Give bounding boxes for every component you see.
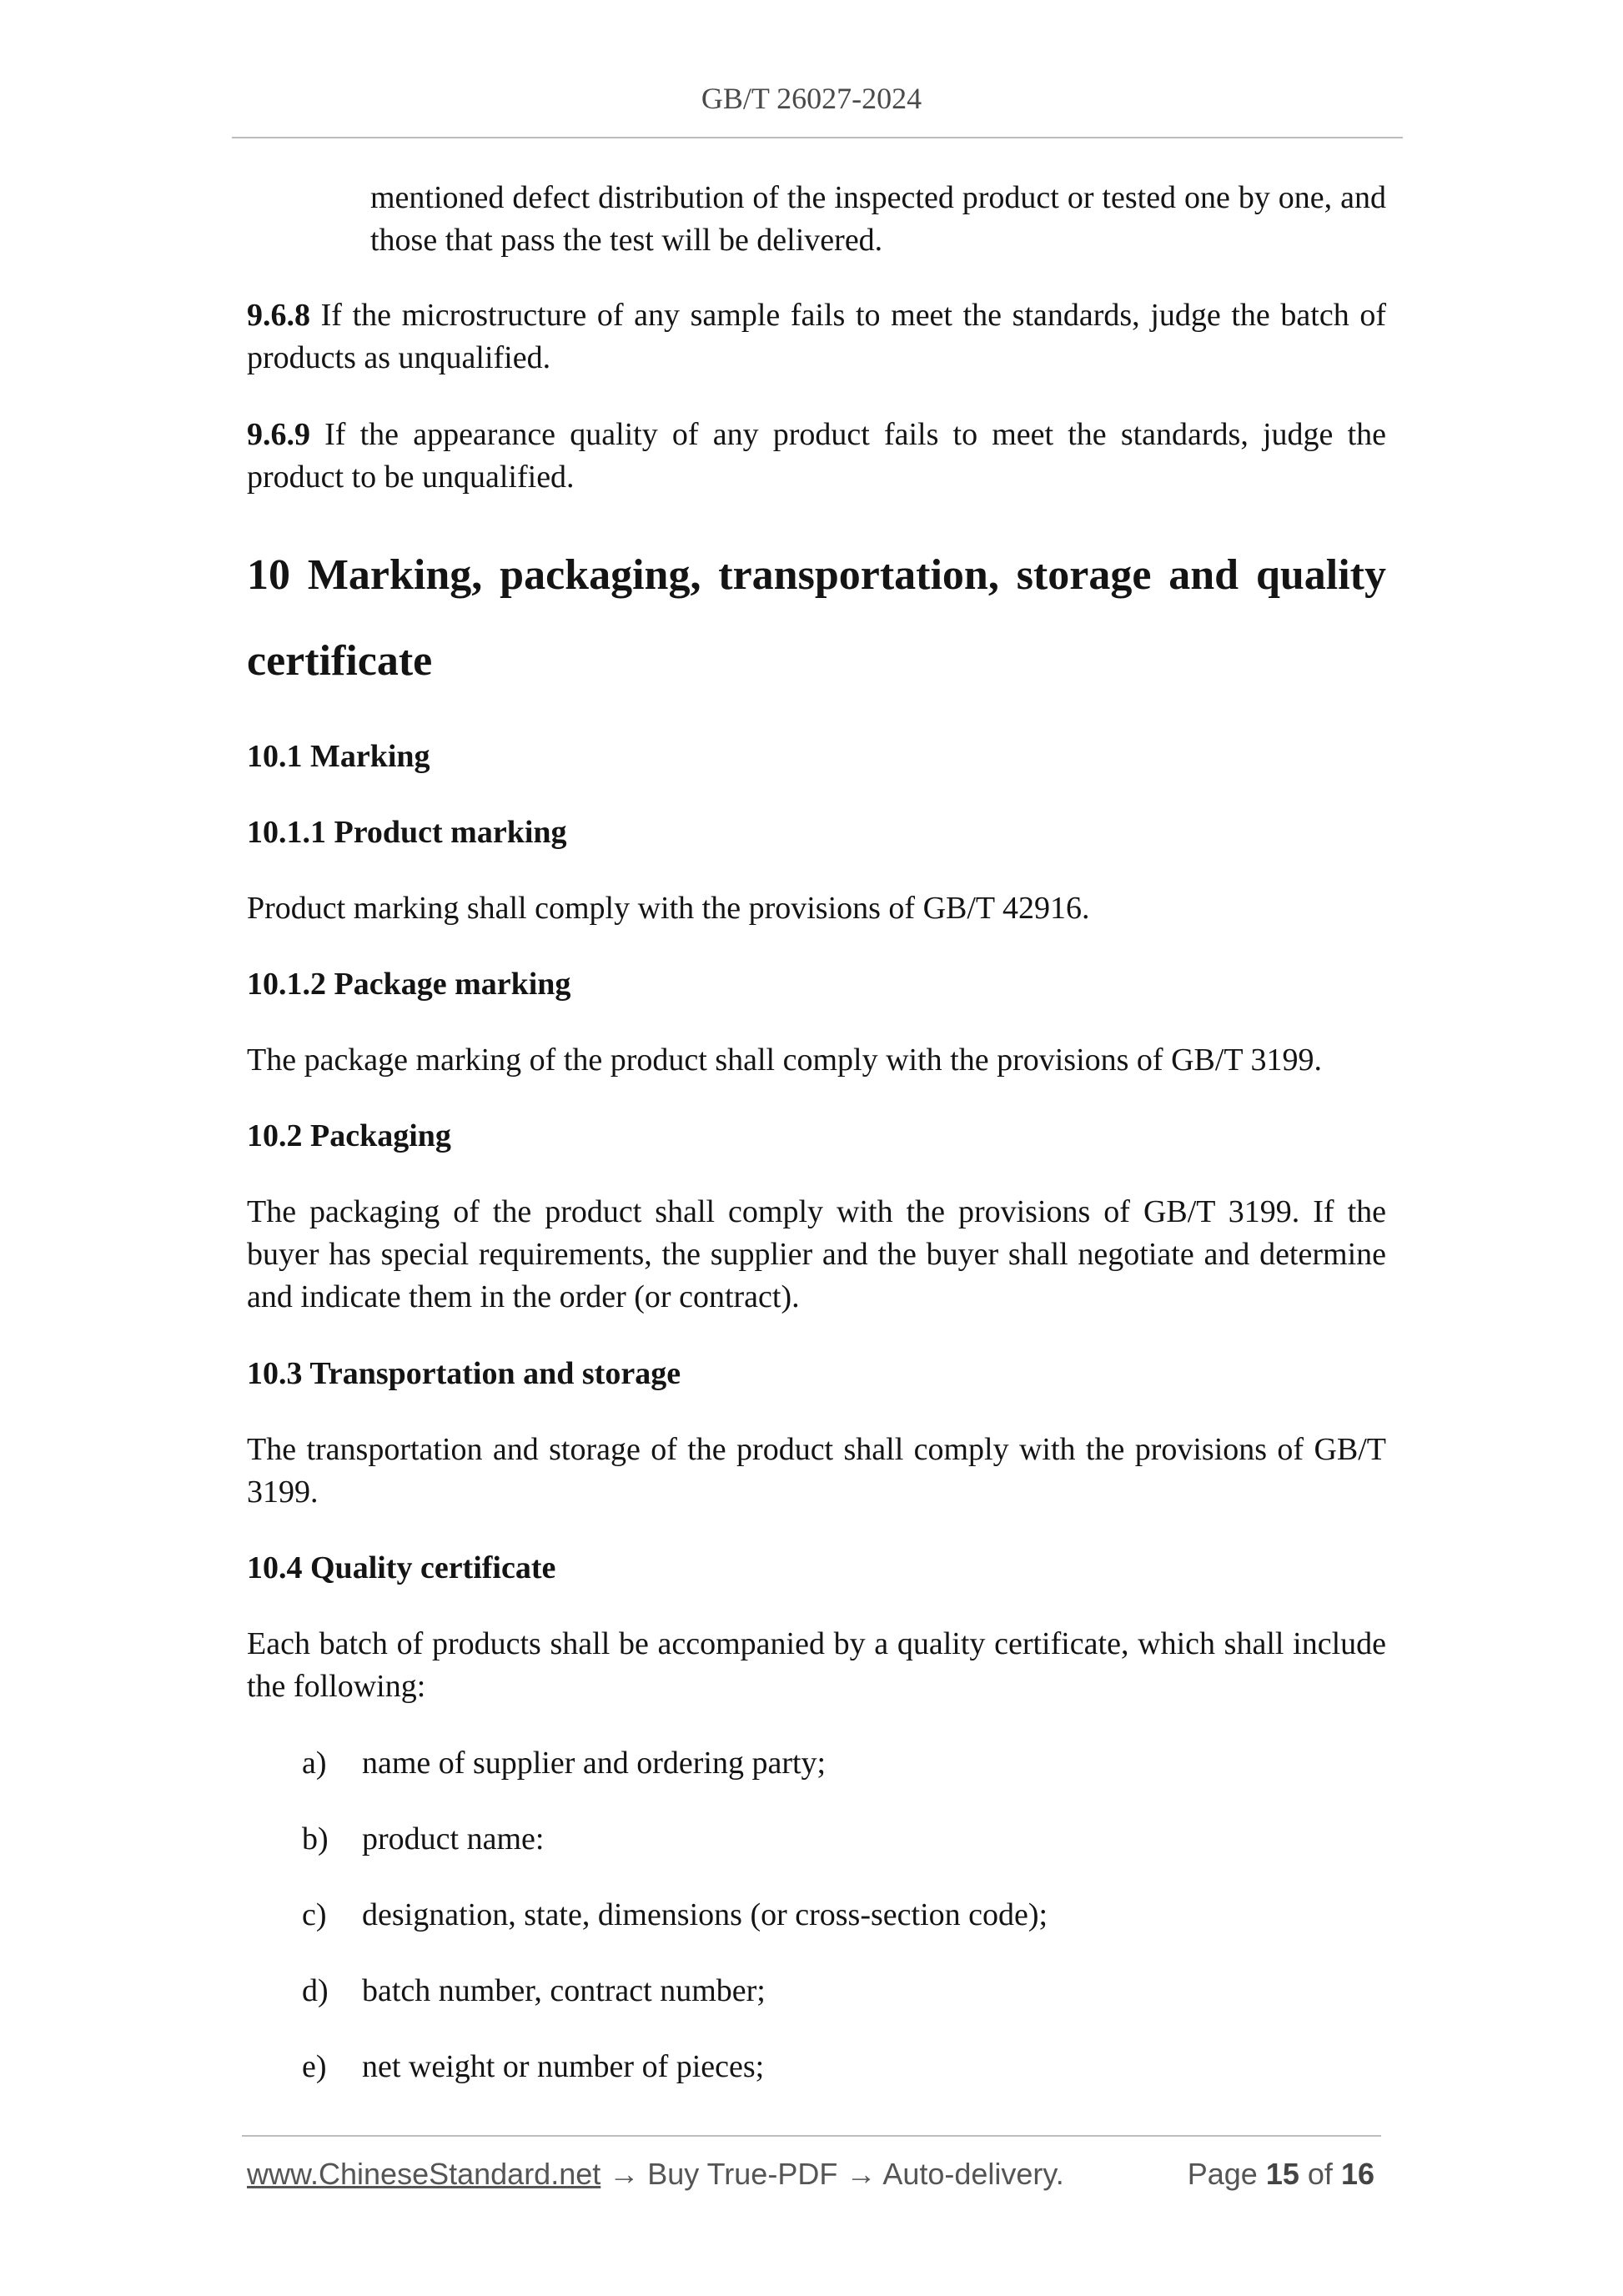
text-10-4: Each batch of products shall be accompanied by a quality certificate, which shall include the following: — [247, 1626, 1386, 1704]
clause-number: 9.6.9 — [247, 417, 310, 452]
list-marker: e) — [302, 2049, 327, 2084]
header-divider — [232, 137, 1403, 138]
clause-text: If the appearance quality of any product fails to meet the standards, judge the product to be unqualified. — [247, 417, 1387, 495]
clause-9-6-8 — [247, 294, 1386, 379]
of-label: of — [1307, 2157, 1333, 2191]
page-indicator — [1188, 2153, 1374, 2195]
list-marker: d) — [302, 1973, 329, 2008]
promo-text: → Buy True-PDF → Auto-delivery. — [600, 2157, 1064, 2191]
footer-divider — [242, 2135, 1381, 2137]
continued-paragraph: mentioned defect distribution of the inspected product or tested one by one, and those that pass the test will be delivered. — [370, 180, 1386, 258]
heading-10-3: 10.3 Transportation and storage — [247, 1356, 681, 1391]
heading-10-2: 10.2 Packaging — [247, 1118, 451, 1153]
heading-10-1-2: 10.1.2 Package marking — [247, 967, 571, 1002]
list-marker: c) — [302, 1897, 327, 1932]
clause-number: 9.6.8 — [247, 298, 310, 333]
clause-text: If the microstructure of any sample fails to meet the standards, judge the batch of products as unqualified. — [247, 298, 1386, 375]
text-10-1-1: Product marking shall comply with the provisions of GB/T 42916. — [247, 891, 1090, 926]
list-text: product name: — [362, 1821, 545, 1856]
total-pages-number: 16 — [1340, 2157, 1374, 2191]
list-text: designation, state, dimensions (or cross-section code); — [362, 1897, 1048, 1932]
list-text: name of supplier and ordering party; — [362, 1746, 827, 1781]
list-marker: a) — [302, 1746, 327, 1781]
page-footer — [247, 2153, 1381, 2195]
current-page-number: 15 — [1265, 2157, 1299, 2191]
list-marker: b) — [302, 1821, 329, 1856]
page-label: Page — [1187, 2157, 1258, 2191]
heading-10-1: 10.1 Marking — [247, 739, 430, 774]
list-text: batch number, contract number; — [362, 1973, 766, 2008]
heading-10-1-1: 10.1.1 Product marking — [247, 815, 567, 850]
website-link[interactable]: www.ChineseStandard.net — [247, 2157, 601, 2191]
text-10-2: The packaging of the product shall comply with the provisions of GB/T 3199. If the buyer has special requirements, the supplier and the buyer shall negotiate and determine and indicate them in the order (or contract). — [247, 1194, 1386, 1314]
clause-9-6-9 — [247, 414, 1386, 499]
heading-10-4: 10.4 Quality certificate — [247, 1550, 556, 1585]
section-10-heading: 10 Marking, packaging, transportation, storage and quality certificate — [247, 551, 1386, 685]
page-header: GB/T 26027-2024 — [701, 82, 922, 115]
list-text: net weight or number of pieces; — [362, 2049, 765, 2084]
text-10-3: The transportation and storage of the product shall comply with the provisions of GB/T 3199. — [247, 1432, 1386, 1510]
text-10-1-2: The package marking of the product shall comply with the provisions of GB/T 3199. — [247, 1042, 1322, 1078]
